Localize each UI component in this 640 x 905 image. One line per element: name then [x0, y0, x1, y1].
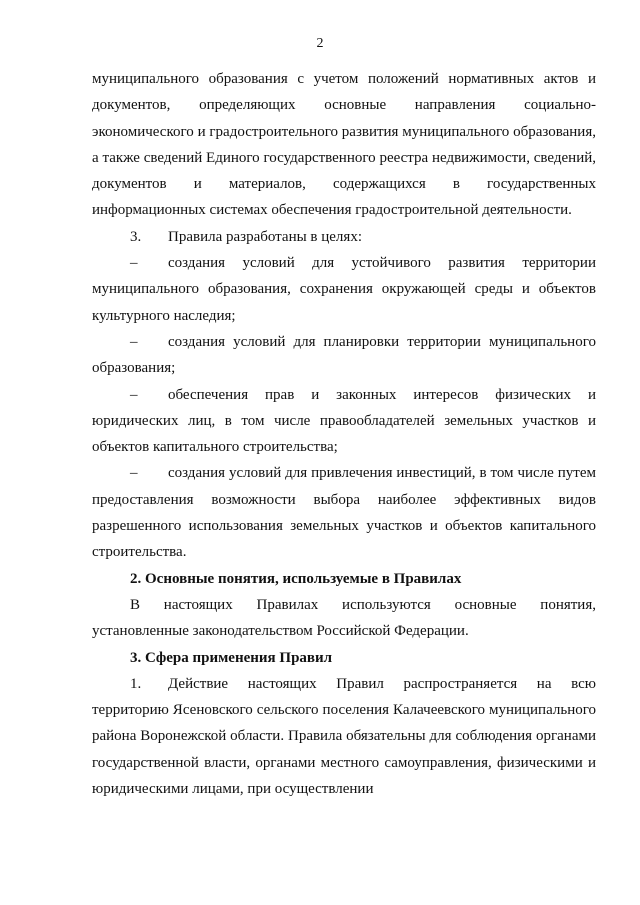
- document-body: [92, 66, 596, 802]
- item-number: 1.: [130, 675, 142, 692]
- section-heading-3: 3. Сфера применения Правил: [130, 649, 333, 666]
- list-item-goal-3: [92, 382, 596, 461]
- list-item-goal-1: [92, 250, 596, 329]
- dash-marker: –: [130, 386, 138, 403]
- paragraph-concepts: В настоящих Правилах используются основные понятия, установленные законодательством Российской Федерации.: [92, 596, 596, 640]
- section-heading-2: 2. Основные понятия, используемые в Правилах: [130, 570, 462, 587]
- list-item-goal-4: [92, 460, 596, 565]
- list-item-text: создания условий для устойчивого развития территории муниципального образования, сохранения окружающей среды и объектов культурного наследия;: [92, 255, 596, 324]
- list-item-text: создания условий для привлечения инвестиций, в том числе путем предоставления возможности выбора наиболее эффективных видов разрешенного использования земельных участков и объектов капитального строительства.: [92, 465, 596, 561]
- list-item-text: создания условий для планировки территории муниципального образования;: [92, 333, 596, 377]
- item-text: Действие настоящих Правил распространяется на всю территорию Ясеновского сельского поселения Калачеевского муниципального района Воронежской области. Правила обязательны для соблюдения органами государственной власти, органами местного самоуправления, физическими и юридическими лицами, при осуществлении: [92, 675, 596, 798]
- numbered-item-1: [92, 671, 596, 802]
- page-number: 2: [316, 36, 324, 51]
- dash-marker: –: [130, 333, 138, 350]
- paragraph-intro: муниципального образования с учетом положений нормативных актов и документов, определяющих основные направления социально-экономического и градостроительного развития муниципального образования, а также сведений Единого государственного реестра недвижимости, сведений, документов и материалов, содержащихся в государственных информационных системах обеспечения градостроительной деятельности.: [92, 71, 596, 219]
- list-item-text: обеспечения прав и законных интересов физических и юридических лиц, в том числе правообладателей земельных участков и объектов капитального строительства;: [92, 386, 596, 456]
- list-item-goal-2: [92, 329, 596, 382]
- item-number: 3.: [130, 228, 142, 245]
- dash-marker: –: [130, 465, 138, 482]
- item-text: Правила разработаны в целях:: [168, 228, 362, 245]
- dash-marker: –: [130, 255, 138, 272]
- numbered-item-3: [92, 224, 596, 250]
